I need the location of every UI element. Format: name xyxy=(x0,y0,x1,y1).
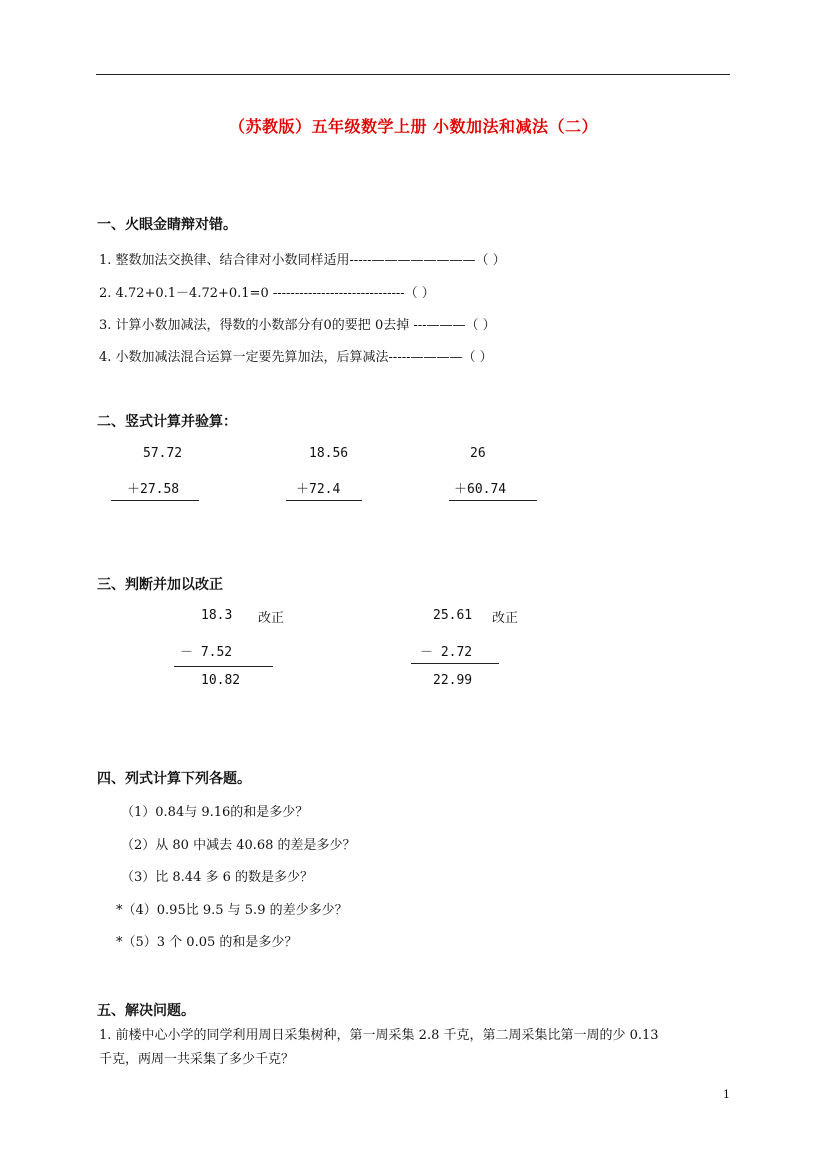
section4-item-1: （1）0.84与 9.16的和是多少？ xyxy=(121,805,309,820)
section5-problem-line-2: 千克，两周一共采集了多少千克？ xyxy=(99,1052,295,1067)
vertical-problem-2-top: 18.56 xyxy=(309,446,349,461)
section1-item-2: 2. 4.72+0.1－4.72+0.1=0 ------------------------------（ ） xyxy=(99,286,435,301)
correction-problem-2-top: 25.61 xyxy=(433,608,473,623)
vertical-problem-2-bottom: ＋72.4 xyxy=(296,482,341,497)
section4-heading: 四、列式计算下列各题。 xyxy=(97,771,251,787)
correction-problem-1-top: 18.3 xyxy=(201,608,233,623)
section4-item-4: *（4）0.95比 9.5 与 5.9 的差少多少？ xyxy=(116,903,348,918)
page-number: 1 xyxy=(723,1088,730,1101)
section1-item-4: 4. 小数加减法混合运算一定要先算加法，后算减法-----————（ ） xyxy=(99,350,493,365)
correction-problem-2-result: 22.99 xyxy=(433,673,473,688)
section5-problem-line-1: 1. 前楼中心小学的同学利用周日采集树种，第一周采集 2.8 千克，第二周采集比第一周的少 0.13 xyxy=(99,1028,659,1043)
header-rule xyxy=(96,74,730,75)
section4-item-2: （2）从 80 中减去 40.68 的差是多少？ xyxy=(121,838,356,853)
vertical-problem-3-line xyxy=(449,500,537,501)
vertical-problem-1-bottom: ＋27.58 xyxy=(127,482,180,497)
vertical-problem-2-line xyxy=(286,500,362,501)
page-title: （苏教版）五年级数学上册 小数加法和减法（二） xyxy=(228,117,599,136)
section4-item-3: （3）比 8.44 多 6 的数是多少？ xyxy=(121,870,314,885)
correction-problem-2-bottom: － 2.72 xyxy=(420,645,473,660)
section2-heading: 二、竖式计算并验算： xyxy=(97,414,237,430)
section3-heading: 三、判断并加以改正 xyxy=(97,577,223,593)
correction-problem-1-label: 改正 xyxy=(258,611,285,626)
section5-heading: 五、解决问题。 xyxy=(97,1003,195,1019)
vertical-problem-1-line xyxy=(111,500,199,501)
correction-problem-1-result: 10.82 xyxy=(201,673,241,688)
section4-item-5: *（5）3 个 0.05 的和是多少？ xyxy=(116,935,298,950)
vertical-problem-3-bottom: ＋60.74 xyxy=(454,482,507,497)
correction-problem-2-label: 改正 xyxy=(492,611,519,626)
correction-problem-1-bottom: － 7.52 xyxy=(180,645,233,660)
correction-problem-1-line xyxy=(174,666,273,667)
section1-item-3: 3. 计算小数加减法，得数的小数部分有0的要把 0去掉 ---———（ ） xyxy=(99,318,496,333)
section1-item-1: 1. 整数加法交换律、结合律对小数同样适用-----————————（ ） xyxy=(99,253,506,268)
vertical-problem-1-top: 57.72 xyxy=(143,446,183,461)
section1-heading: 一、火眼金睛辩对错。 xyxy=(97,217,237,233)
vertical-problem-3-top: 26 xyxy=(470,446,486,461)
correction-problem-2-line xyxy=(411,663,499,664)
